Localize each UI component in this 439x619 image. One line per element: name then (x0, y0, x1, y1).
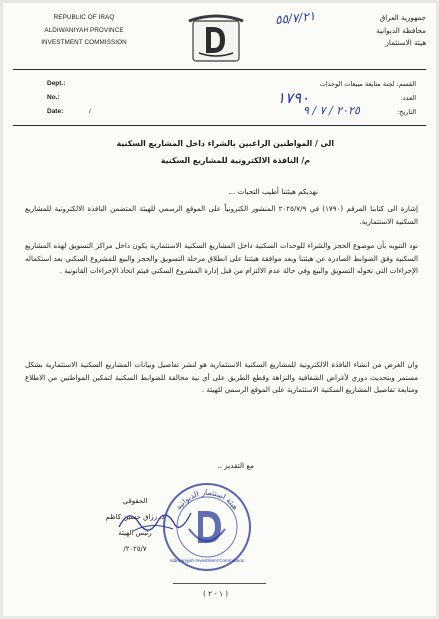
closing: مع التقدير .. (217, 461, 254, 470)
province-en: ALDIWANIYAH PROVINCE (44, 26, 124, 34)
page-number: ( ١ - ٢ ) (203, 589, 229, 598)
dept-label: Dept.: (47, 80, 66, 87)
paragraph-3: وان الغرض من انشاء النافذة الالكترونية للمشاريع السكنية الاستثمارية هو لنشر تفاصيل وبيانات المشاريع السكنية الاستثمارية بشكل مستمر وبتحديث دوري لأغراض الشفافية والنزاهة وقطع الطريق على أي نية مخالفة للضوابط السكنية لتمكين المواطنين من الاطلاع ومتابعة تفاصيل المشاريع السكنية الاستثمارية على الموقع الرسمي للهيئة . (25, 360, 418, 395)
stamp-en-text: Aldiwaniyah Investment Commission (169, 558, 245, 563)
recipients: الى / المواطنين الراغبين بالشراء داخل المشاريع السكنية (116, 139, 334, 148)
official-stamp (161, 481, 253, 573)
province-ar: محافظة الديوانية (376, 25, 426, 35)
ar-number-label: العدد: (400, 94, 416, 102)
subject: م/ النافذة الالكترونية للمشاريع السكنية (160, 156, 310, 165)
commission-logo (185, 13, 247, 63)
ar-dept-value: لجنة متابعة مبيعات الوحدات (319, 80, 395, 88)
header-divider (13, 69, 426, 70)
signature-date: ٢٠٢٥/٧/ (123, 545, 147, 553)
ar-date-label: التاريخ: (396, 108, 416, 116)
commission-en: INVESTMENT COMMISSION (41, 39, 127, 46)
signature-title: الحقوقي (122, 497, 148, 505)
signatory-name: د. رزاق حسين كاظم (105, 513, 165, 521)
meta-divider (13, 125, 426, 126)
greeting: نهديكم هيئتنا أطيب التحيات ... (228, 187, 318, 196)
footer-divider (173, 583, 266, 584)
signatory-position: رئيس الهيئة (118, 529, 152, 537)
date-slash: / (89, 108, 91, 115)
number-label: No.: (47, 94, 60, 101)
commission-ar: هيئة الاستثمار (385, 38, 426, 47)
paragraph-2: نود التنويه بأن موضوع الحجز والشراء للوحدات السكنية داخل المشاريع السكنية الاستثمارية يكون داخل مراكز التسويق لهذه المشاريع السكنية وفق الضوابط الصادرة عن هيئتنا وبعد موافقة هيئتنا على انطلاق مرحلة التسويق والحجز والبيع للمشروع السكني بعد استكماله الإجراءات التي تخوله التسويق والبيع وفي حالة عدم الالتزام من قبل إدارة المشروع السكني فيتم اتخاذ الإجراءات القانونية . (25, 241, 418, 276)
country-ar: جمهورية العراق (379, 13, 426, 22)
letter-page (3, 3, 436, 616)
handwritten-number: ١٧٩٠ (277, 89, 310, 107)
ar-dept-row (320, 80, 416, 88)
ar-date-row (397, 108, 416, 116)
handwritten-note: ٥٥/٧/٢١ (274, 8, 316, 28)
stamp-ar-text: هيئة استثمار الديوانية (173, 487, 241, 512)
arabic-letterhead (296, 12, 426, 50)
date-label: Date: (47, 108, 64, 115)
english-letterhead (9, 12, 159, 50)
ar-dept-label: القسم: (396, 80, 416, 88)
country-en: REPUBLIC OF IRAQ (53, 14, 115, 21)
paragraph-1: إشارة الى كتابنا المرقم (١٧٩٠) في ٢٠٢٥/٧/٩ المنشور الكترونياً على الموقع الرسمي للهيئة المتضمن النافذة الالكترونية للمشاريع السكنية الاستثمارية. (25, 204, 418, 226)
handwritten-date: ٢٠٢٥ / ٧ / ٩ (303, 104, 360, 117)
ar-number-row (401, 94, 416, 102)
